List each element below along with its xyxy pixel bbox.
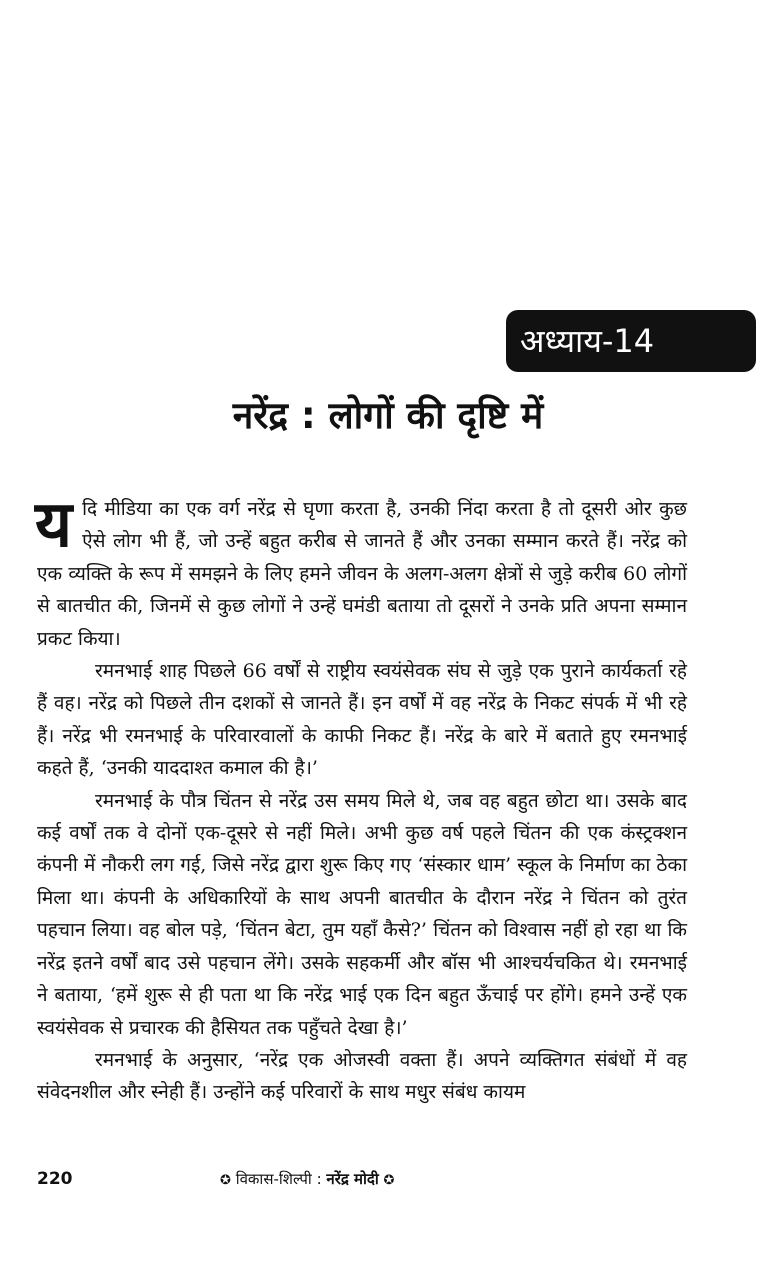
paragraph-4: रमनभाई के अनुसार, ‘नरेंद्र एक ओजस्वी वक्ता हैं। अपने व्यक्तिगत संबंधों में वह संवेदनशील और स्नेही हैं। उन्होंने कई परिवारों के साथ मधुर संबंध कायम — [37, 1048, 687, 1104]
author-name: नरेंद्र मोदी — [326, 1170, 379, 1188]
chapter-badge — [506, 310, 756, 372]
page-number: 220 — [37, 1169, 73, 1189]
paragraph-3: रमनभाई के पौत्र चिंतन से नरेंद्र उस समय मिले थे, जब वह बहुत छोटा था। उसके बाद कई वर्षों तक वे दोनों एक-दूसरे से नहीं मिले। अभी कुछ वर्ष पहले चिंतन की एक कंस्ट्रक्शन कंपनी में नौकरी लग गई, जिसे नरेंद्र द्वारा शुरू किए गए ‘संस्कार धाम’ स्कूल के निर्माण का ठेका मिला था। कंपनी के अधिकारियों के साथ अपनी बातचीत के दौरान नरेंद्र ने चिंतन को तुरंत पहचान लिया। वह बोल पड़े, ‘चिंतन बेटा, तुम यहाँ कैसे?’ चिंतन को विश्वास नहीं हो रहा था कि नरेंद्र इतने वर्षों बाद उसे पहचान लेंगे। उसके सहकर्मी और बॉस भी आश्चर्यचकित थे। रमनभाई ने बताया, ‘हमें शुरू से ही पता था कि नरेंद्र भाई एक दिन बहुत ऊँचाई पर होंगे। हमने उन्हें एक स्वयंसेवक से प्रचारक की हैसियत तक पहुँचते देखा है।’ — [37, 789, 687, 1039]
running-footer — [220, 1168, 510, 1192]
paragraph-2: रमनभाई शाह पिछले 66 वर्षों से राष्ट्रीय स्वयंसेवक संघ से जुड़े एक पुराने कार्यकर्ता रहे हैं वह। नरेंद्र को पिछले तीन दशकों से जानते हैं। इन वर्षों में वह नरेंद्र के निकट संपर्क में भी रहे हैं। नरेंद्र भी रमनभाई के परिवारवालों के काफी निकट हैं। नरेंद्र के बारे में बताते हुए रमनभाई कहते हैं, ‘उनकी याददाश्त कमाल की है।’ — [37, 660, 687, 780]
page-title: नरेंद्र : लोगों की दृष्टि में — [232, 394, 544, 437]
body-text — [35, 488, 687, 1109]
chapter-label: अध्याय-14 — [520, 322, 655, 360]
ornament-icon: ✪ — [220, 1173, 231, 1188]
drop-cap: य — [35, 488, 73, 562]
paragraph-1-text: दि मीडिया का एक वर्ग नरेंद्र से घृणा करता है, उनकी निंदा करता है तो दूसरी ओर कुछ ऐसे लोग भी हैं, जो उन्हें बहुत करीब से जानते हैं और उनका सम्मान करते हैं। नरेंद्र को एक व्यक्ति के रूप में समझने के लिए हमने जीवन के अलग-अलग क्षेत्रों से जुड़े करीब 60 लोगों से बातचीत की, जिनमें से कुछ लोगों ने उन्हें घमंडी बताया तो दूसरों ने उनके प्रति अपना सम्मान प्रकट किया। — [37, 498, 687, 650]
paragraph-1 — [35, 488, 687, 655]
ornament-icon: ✪ — [383, 1173, 395, 1188]
book-title: विकास-शिल्पी : — [235, 1170, 322, 1188]
